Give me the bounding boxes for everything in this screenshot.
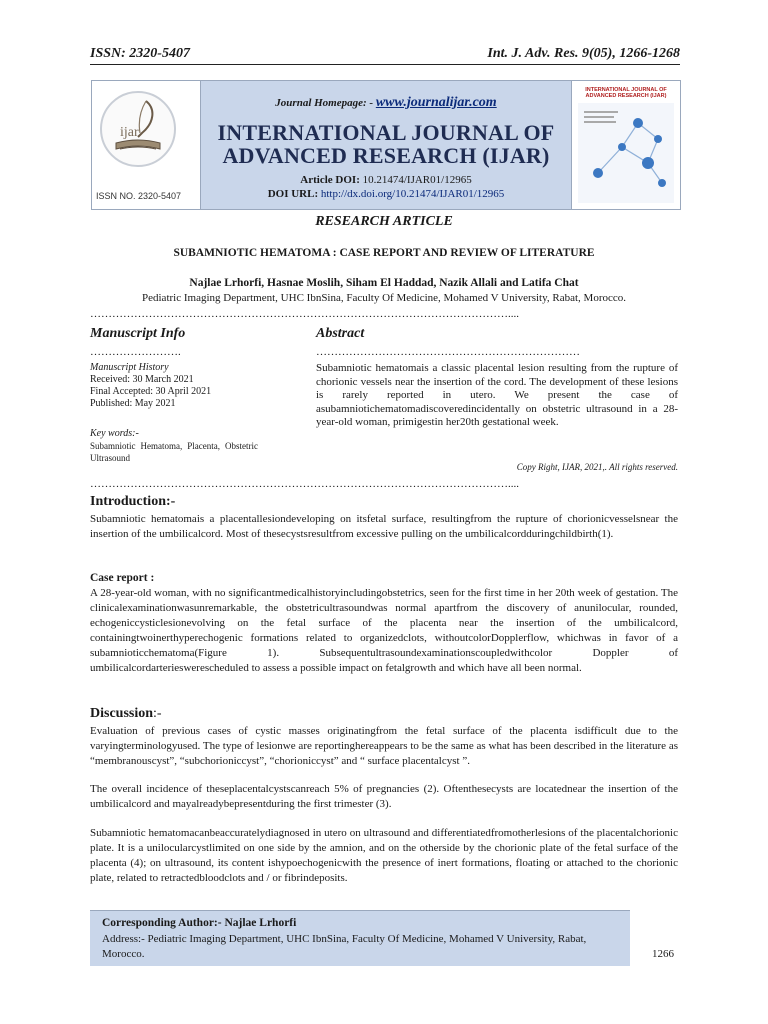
issn-text: ISSN: 2320-5407	[90, 46, 190, 61]
running-header	[90, 46, 680, 65]
doi-label: Article DOI:	[300, 174, 360, 186]
logo-issn: ISSN NO. 2320-5407	[96, 191, 182, 201]
copyright-notice: Copy Right, IJAR, 2021,. All rights reserved.	[516, 462, 678, 472]
abstract-heading: Abstract	[316, 326, 365, 341]
case-report-heading: Case report :	[90, 572, 155, 584]
paper-title: SUBAMNIOTIC HEMATOMA : CASE REPORT AND REVIEW OF LITERATURE	[173, 247, 595, 259]
doi-url-link[interactable]: http://dx.doi.org/10.21474/IJAR01/12965	[320, 188, 505, 200]
banner-center	[200, 81, 572, 209]
manuscript-info-heading: Manuscript Info	[90, 326, 186, 341]
journal-title: INTERNATIONAL JOURNAL OF ADVANCED RESEARCH (IJAR)	[217, 120, 555, 168]
separator-line-2: ……………………………………………………………………………………………………....	[90, 478, 519, 490]
discussion-heading	[90, 706, 162, 722]
discussion-heading-text: Discussion	[90, 706, 154, 721]
accepted-date: Final Accepted: 30 April 2021	[90, 386, 212, 397]
separator-short: …………………….	[90, 346, 181, 358]
case-report-text: A 28-year-old woman, with no significantmedicalhistoryincludingobstetrics, seen for the first time in her 20th week of gestation. The clinicalexaminationwasunremarkable, the obstetricultrasoundwas normal apartfrom the discovery of anunilocular, rounded, echogeniccysticlesionevolving on the fetal surface of the placenta near the insertion of the umbilicalcord, containingtwoinerthyperechogenic formations related to organizedclots, withoutcolorDopplerflow, whichwas in favor of a subamnioticchematoma(Figure 1). Subsequentultrasoundexaminationscoupledwithcolor Doppler of umbilicalcordarterieswerescheduled to assess a possible impact on fetalgrowth and which have all been normal.	[90, 587, 678, 674]
journal-homepage	[200, 95, 572, 111]
separator-medium: ………………………………………………………………	[316, 346, 580, 358]
received-date: Received: 30 March 2021	[90, 374, 194, 385]
affiliation: Pediatric Imaging Department, UHC IbnSina, Faculty Of Medicine, Mohamed V University, Rabat, Morocco.	[142, 292, 626, 304]
separator-line: ……………………………………………………………………………………………………....	[90, 308, 519, 320]
introduction-text: Subamniotic hematomais a placentallesiondeveloping on itsfetal surface, resultingfrom the rupture of chorionicvesselsnear the insertion of the umbilicalcord. Most of thesecystsresultfrom excessive pulling on the umbilicalcordduringchildbirth(1).	[90, 513, 678, 540]
introduction-heading: Introduction:-	[90, 494, 176, 509]
article-type: RESEARCH ARTICLE	[315, 214, 453, 229]
corresponding-author-address: Address:- Pediatric Imaging Department, UHC IbnSina, Faculty Of Medicine, Mohamed V University, Rabat, Morocco.	[102, 933, 587, 960]
journal-logo	[92, 81, 201, 209]
doi-url-label: DOI URL:	[267, 188, 319, 200]
discussion-paragraph-1: Evaluation of previous cases of cystic masses originatingfrom the fetal surface of the placenta isdifficult due to the varyingterminologyused. The type of lesionwe are reportinghereappears to be the same as what has been described in the literature as “membranouscyst”, “subchorioniccyst”, “chorioniccyst” and “ surface placentalcyst ”.	[90, 725, 678, 767]
doi-block	[200, 173, 572, 201]
journal-cover-thumbnail	[571, 81, 680, 209]
corresponding-author-box	[90, 910, 630, 966]
discussion-heading-suffix: :-	[153, 706, 162, 721]
homepage-label: Journal Homepage: -	[275, 97, 374, 109]
manuscript-history	[90, 362, 258, 410]
history-label: Manuscript History	[90, 362, 169, 373]
doi-value: 10.21474/IJAR01/12965	[362, 174, 472, 186]
keywords-label: Key words:-	[90, 428, 139, 439]
abstract-text: Subamniotic hematomais a classic placental lesion resulting from the rupture of chorionic vessels near the insertion of the cord. The development of these lesions is rarely reported in utero. We present the case of asubamniotichematomadiscoveredincidentally on obstetric ultrasound in a 28-year-old woman, primigestin her20th gestational week.	[316, 362, 678, 429]
homepage-link[interactable]: www.journalijar.com	[375, 95, 497, 110]
logo-text: ijar	[120, 125, 139, 140]
keywords-block	[90, 428, 258, 464]
cover-title: INTERNATIONAL JOURNAL OF ADVANCED RESEARCH (IJAR)	[585, 87, 667, 100]
corresponding-author-heading: Corresponding Author:- Najlae Lrhorfi	[102, 917, 297, 929]
author-list: Najlae Lrhorfi, Hasnae Moslih, Siham El Haddad, Nazik Allali and Latifa Chat	[189, 277, 579, 289]
citation-text: Int. J. Adv. Res. 9(05), 1266-1268	[487, 46, 680, 61]
discussion-paragraph-3: Subamniotic hematomacanbeaccuratelydiagnosed in utero on ultrasound and differentiatedfromotherlesions of the placentalchorionic plate. It is a unilocularcystlimited on one side by the amnion, and on the otherside by the chorionic plate of the fetal surface of the placenta (4); on ultrasound, its content ishypoechogenicwith the presence of inert formations, floating or attached to the chorionic plate, related to retractedbloodclots and / or fibrindeposits.	[90, 827, 678, 884]
discussion-paragraph-2: The overall incidence of theseplacentalcystscanreach 5% of pregnancies (2). Oftenthesecysts are locatednear the insertion of the umbilicalcord and mayalreadybepresentduring the first trimester (3).	[90, 783, 678, 810]
keywords-list: Subamniotic Hematoma, Placenta, Obstetric Ultrasound	[90, 441, 258, 463]
page-number: 1266	[652, 948, 674, 960]
published-date: Published: May 2021	[90, 398, 176, 409]
molecule-graphic-icon	[578, 103, 674, 203]
journal-banner	[91, 80, 681, 210]
